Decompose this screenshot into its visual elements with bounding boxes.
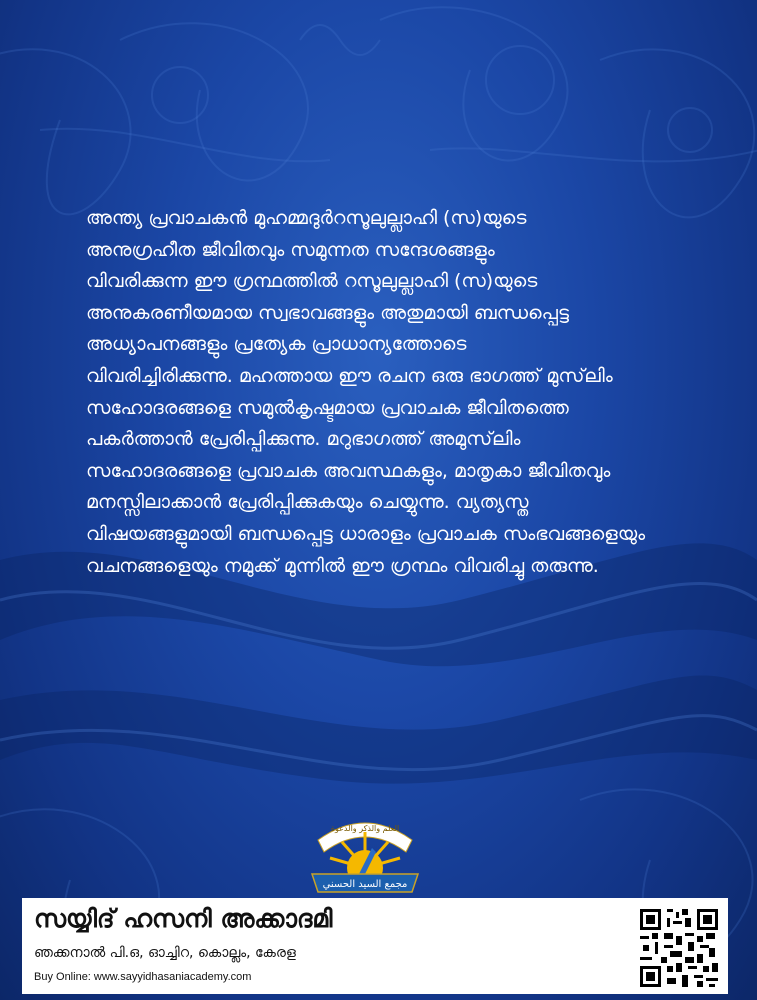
description-line: വിവരിച്ചിരിക്കുന്നു. മഹത്തായ ഈ രചന ഒരു ഭാഗത്ത് മുസ്‌ലിം: [86, 364, 613, 387]
qr-code-icon: [640, 908, 718, 988]
description-line: മനസ്സിലാക്കാൻ പ്രേരിപ്പിക്കുകയും ചെയ്യുന്നു. വ്യത്യസ്ത: [86, 491, 529, 514]
publisher-name: സയ്യിദ് ഹസനി അക്കാദമി: [34, 904, 333, 933]
description-line: വിവരിക്കുന്ന ഈ ഗ്രന്ഥത്തിൽ റസൂലുല്ലാഹി (സ)യുടെ: [86, 270, 538, 293]
description-line: സഹോദരങ്ങളെ സമുൽകൃഷ്ടമായ പ്രവാചക ജീവിതത്തെ: [86, 396, 569, 419]
book-description: [86, 203, 726, 582]
description-line: വിഷയങ്ങളുമായി ബന്ധപ്പെട്ട ധാരാളം പ്രവാചക സംഭവങ്ങളെയും: [86, 522, 646, 545]
buy-online-link[interactable]: Buy Online: www.sayyidhasaniacademy.com: [34, 971, 252, 983]
description-line: അധ്യാപനങ്ങളും പ്രത്യേക പ്രാധാന്യത്തോടെ: [86, 333, 467, 356]
publisher-address: ഞക്കനാൽ പി.ഒ, ഓച്ചിറ, കൊല്ലം, കേരള: [34, 945, 296, 961]
logo-arabic-bottom: مجمع السيد الحسني: [322, 879, 408, 890]
description-line: വചനങ്ങളെയും നമുക്ക് മുന്നിൽ ഈ ഗ്രന്ഥം വിവരിച്ചു തരുന്നു.: [86, 554, 599, 577]
description-line: പകർത്താൻ പ്രേരിപ്പിക്കുന്നു. മറുഭാഗത്ത് അമുസ്‌ലിം: [86, 428, 521, 451]
publisher-footer: [22, 898, 728, 994]
description-line: അനുകരണീയമായ സ്വഭാവങ്ങളും അതുമായി ബന്ധപ്പെട്ട: [86, 301, 569, 324]
logo-arabic-top: العلم والذكر والدعوة: [330, 824, 400, 833]
description-line: സഹോദരങ്ങളെ പ്രവാചക അവസ്ഥകളും, മാതൃകാ ജീവിതവും: [86, 459, 611, 482]
description-line: അന്ത്യ പ്രവാചകൻ മുഹമ്മദുർറസൂലുല്ലാഹി (സ)യുടെ: [86, 207, 527, 229]
description-line: അനുഗ്രഹീത ജീവിതവും സമുന്നത സന്ദേശങ്ങളും: [86, 238, 495, 261]
academy-emblem-icon: [310, 798, 420, 898]
